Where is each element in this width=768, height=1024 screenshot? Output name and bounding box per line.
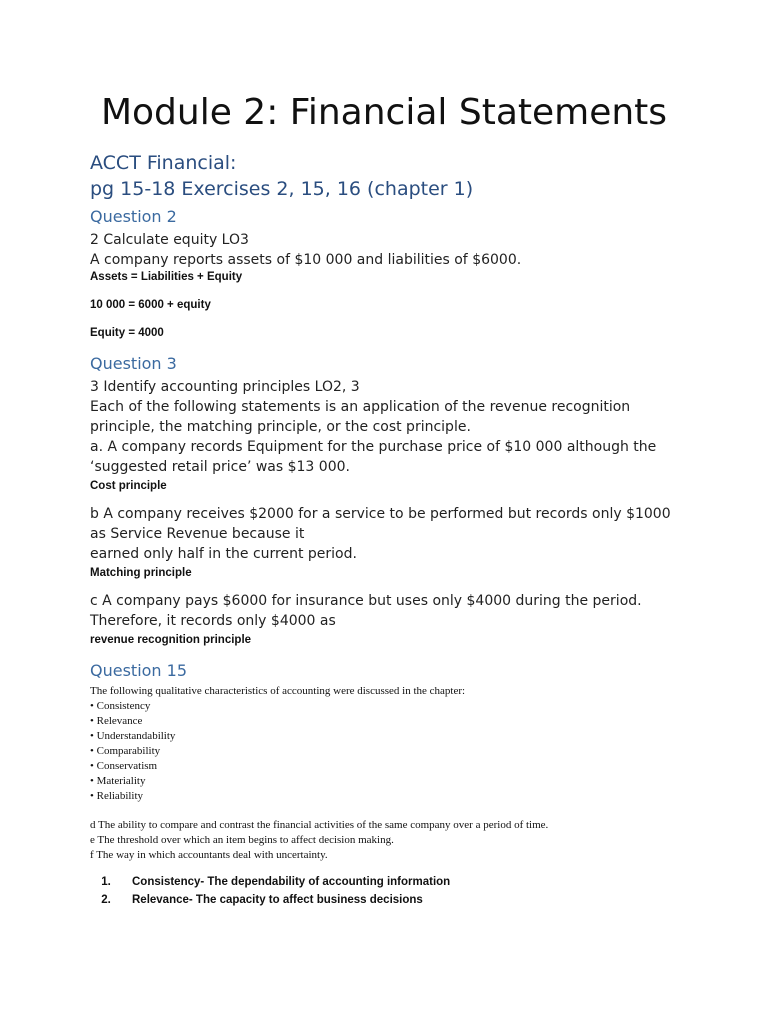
question-3-b-text: b A company receives $2000 for a service to be performed but records only $1000 as Service Revenue because it: [90, 506, 671, 542]
characteristics-list: [90, 699, 690, 804]
question-3-intro: Each of the following statements is an application of the revenue recognition principle, the matching principle, or the cost principle.: [90, 399, 631, 435]
list-item: • Comparability: [90, 745, 161, 757]
question-15-heading: Question 15: [90, 661, 188, 680]
list-item: • Consistency: [90, 700, 151, 712]
answer-item: 2. Relevance- The capacity to affect business decisions: [114, 891, 690, 909]
question-2-heading: Question 2: [90, 207, 177, 226]
document-content: [90, 150, 690, 909]
course-heading: ACCT Financial:: [90, 152, 237, 174]
question-3-b-answer: Matching principle: [90, 567, 192, 579]
exercises-heading: pg 15-18 Exercises 2, 15, 16 (chapter 1): [90, 178, 474, 200]
question-15-statement: e The threshold over which an item begins to affect decision making.: [90, 834, 394, 846]
question-2-subtitle: 2 Calculate equity LO3: [90, 232, 249, 248]
list-item: • Conservatism: [90, 760, 158, 772]
question-2-text: A company reports assets of $10 000 and liabilities of $6000.: [90, 252, 522, 268]
question-15-intro: The following qualitative characteristics of accounting were discussed in the chapter:: [90, 685, 466, 697]
question-3-c-answer: revenue recognition principle: [90, 634, 252, 646]
list-item: • Reliability: [90, 790, 144, 802]
question-3-a-text: a. A company records Equipment for the purchase price of $10 000 although the ‘suggested retail price’ was $13 000.: [90, 439, 657, 475]
question-2-answer: Assets = Liabilities + Equity: [90, 271, 243, 283]
question-3-heading: Question 3: [90, 354, 177, 373]
answer-item: 1. Consistency- The dependability of accounting information: [114, 873, 690, 891]
list-item: • Materiality: [90, 775, 146, 787]
question-3-subtitle: 3 Identify accounting principles LO2, 3: [90, 379, 360, 395]
list-item: • Relevance: [90, 715, 143, 727]
list-item: • Understandability: [90, 730, 176, 742]
question-3-c-text: c A company pays $6000 for insurance but uses only $4000 during the period. Therefore, it records only $4000 as: [90, 593, 642, 629]
question-15-answers: [90, 873, 690, 909]
question-3-b-text-cont: earned only half in the current period.: [90, 546, 357, 562]
question-2-answer: 10 000 = 6000 + equity: [90, 299, 211, 311]
question-15-statement: d The ability to compare and contrast the financial activities of the same company over a period of time.: [90, 819, 549, 831]
question-3-a-answer: Cost principle: [90, 480, 167, 492]
page-title: Module 2: Financial Statements: [100, 92, 668, 133]
question-15-statement: f The way in which accountants deal with uncertainty.: [90, 849, 328, 861]
question-2-answer: Equity = 4000: [90, 327, 164, 339]
